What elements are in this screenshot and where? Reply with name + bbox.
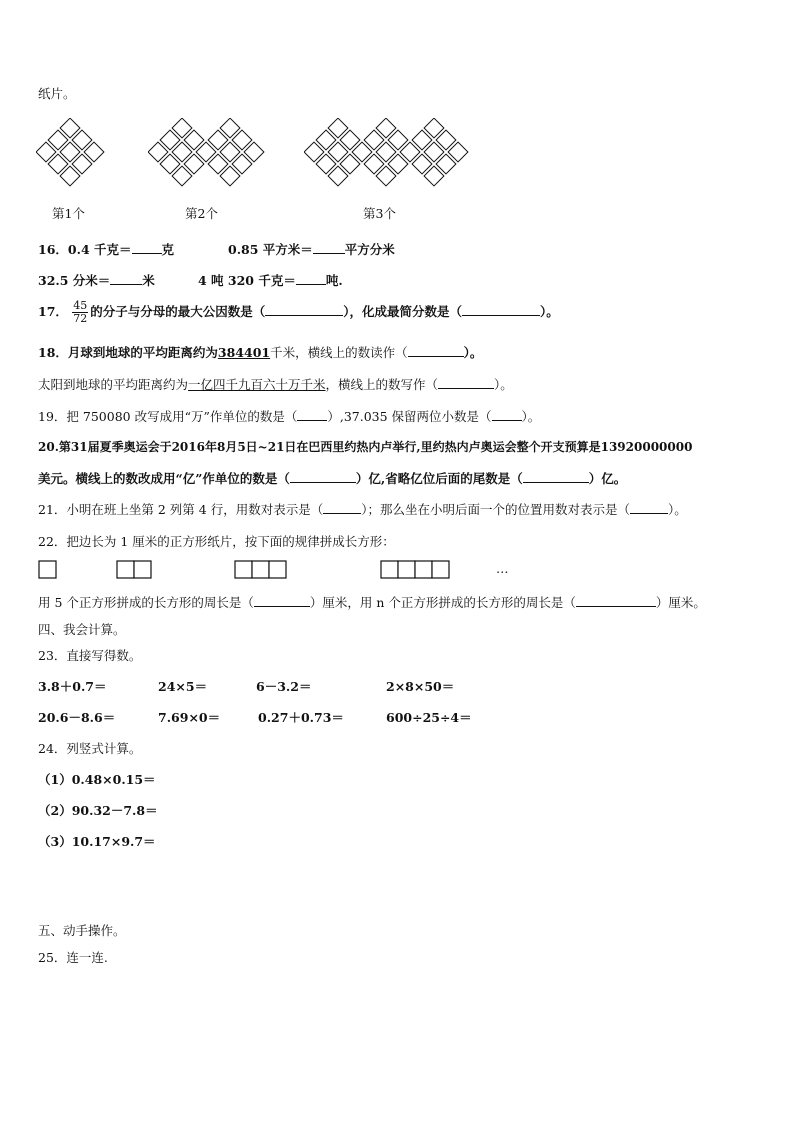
- q17-blank-2[interactable]: [462, 304, 540, 316]
- q16-d-blank[interactable]: [296, 273, 326, 285]
- figure-caption-2: 第2个: [185, 206, 218, 221]
- q16-b-unit: 平方分米: [344, 242, 395, 257]
- q23-r2-c2: 7.69×0＝: [158, 710, 221, 725]
- q24-item-1: （1）0.48×0.15＝: [38, 772, 156, 787]
- q21-blank-1[interactable]: [323, 502, 361, 514]
- q22-blank-2[interactable]: [576, 595, 656, 607]
- squares-row-figure: [38, 560, 458, 580]
- q22-blank-1[interactable]: [254, 595, 310, 607]
- q23-r2-c3: 0.27＋0.73＝: [258, 710, 344, 725]
- q17-line: [38, 300, 559, 325]
- section-5-heading: 五、动手操作。: [38, 923, 126, 938]
- q23-r1-c3: 6－3.2＝: [256, 679, 312, 694]
- q18-text-c: ）。: [463, 345, 483, 360]
- q24-title: 24．列竖式计算。: [38, 741, 142, 756]
- q16-row1-b: [228, 240, 395, 258]
- q17-text1: 的分子与分母的最大公因数是（: [90, 304, 266, 319]
- q24-item-3: （3）10.17×9.7＝: [38, 834, 156, 849]
- intro-text: 纸片。: [38, 86, 76, 101]
- q20-line2: [38, 469, 626, 487]
- q16-row2-d: [198, 271, 343, 289]
- q23-r1-c4: 2×8×50＝: [386, 679, 455, 694]
- q21-text-b: ）；那么坐在小明后面一个的位置用数对表示是（: [361, 502, 630, 517]
- q18-text-b: 千米，横线上的数读作（: [270, 345, 408, 360]
- q20-line1: 20.第31届夏季奥运会于2016年8月5日~21日在巴西里约热内卢举行,里约热内卢奥运会整个开支预算是13920000000: [38, 440, 693, 454]
- q18-text-d: 太阳到地球的平均距离约为: [38, 377, 189, 392]
- q16-b: 0.85 平方米＝: [228, 242, 313, 257]
- q18-underlined-number: 384401: [217, 345, 271, 360]
- q19-line: [38, 407, 540, 425]
- q22-text-c: ）厘米。: [655, 595, 706, 610]
- q17-num: 17．: [38, 304, 68, 319]
- q18-line1: [38, 343, 482, 361]
- q22-ellipsis: …: [496, 561, 509, 576]
- q18-text-a: 18．月球到地球的平均距离约为: [38, 345, 218, 360]
- q23-r1-c1: 3.8＋0.7＝: [38, 679, 107, 694]
- q25-title: 25．连一连.: [38, 950, 108, 965]
- q16-d: 4 吨 320 千克＝: [198, 273, 296, 288]
- q21-text-c: ）。: [667, 502, 687, 517]
- q19-text-c: ）。: [521, 409, 541, 424]
- q23-r2-c4: 600÷25÷4＝: [386, 710, 472, 725]
- q20-blank-1[interactable]: [290, 471, 356, 483]
- section-4-heading: 四、我会计算。: [38, 622, 126, 637]
- q21-blank-2[interactable]: [630, 502, 668, 514]
- q19-blank-2[interactable]: [492, 409, 522, 421]
- q16-d-unit: 吨.: [325, 273, 343, 288]
- q16-c-unit: 米: [142, 273, 155, 288]
- q21-text-a: 21．小明在班上坐第 2 列第 4 行，用数对表示是（: [38, 502, 324, 517]
- q16-a: 16．0.4 千克＝: [38, 242, 132, 257]
- q17-blank-1[interactable]: [265, 304, 343, 316]
- figure-caption-3: 第3个: [363, 206, 396, 221]
- q20-text-c: ）亿。: [588, 471, 627, 486]
- q22-question: [38, 593, 706, 611]
- q17-text2: ），化成最简分数是（: [343, 304, 463, 319]
- q18-underlined-words: 一亿四千九百六十万千米: [188, 377, 326, 392]
- q17-text3: ）。: [540, 304, 559, 319]
- q20-blank-2[interactable]: [523, 471, 589, 483]
- q20-text-b: ）亿,省略亿位后面的尾数是（: [355, 471, 523, 486]
- pattern-figure-1: [36, 118, 116, 190]
- q22-text-b: ）厘米，用 n 个正方形拼成的长方形的周长是（: [309, 595, 576, 610]
- q22-intro: 22．把边长为 1 厘米的正方形纸片，按下面的规律拼成长方形：: [38, 534, 395, 549]
- q23-title: 23．直接写得数。: [38, 648, 142, 663]
- fraction-numerator: 45: [73, 299, 88, 312]
- q16-c: 32.5 分米＝: [38, 273, 111, 288]
- q16-row1: [38, 240, 174, 258]
- q18-text-f: ）。: [494, 377, 513, 392]
- q24-item-2: （2）90.32－7.8＝: [38, 803, 158, 818]
- q18-line2: [38, 375, 513, 393]
- q16-a-blank[interactable]: [132, 242, 162, 254]
- q19-text-a: 19．把 750080 改写成用“万”作单位的数是（: [38, 409, 298, 424]
- fraction-denominator: 72: [73, 312, 88, 325]
- q21-line: [38, 500, 687, 518]
- q18-blank-2[interactable]: [438, 377, 494, 389]
- q16-row2: [38, 271, 155, 289]
- q23-r2-c1: 20.6－8.6＝: [38, 710, 116, 725]
- q16-b-blank[interactable]: [313, 242, 345, 254]
- q20-text-a: 美元。横线上的数改成用“亿”作单位的数是（: [38, 471, 290, 486]
- q16-a-unit: 克: [161, 242, 175, 257]
- pattern-figure-3: [304, 118, 474, 190]
- q19-blank-1[interactable]: [297, 409, 327, 421]
- q16-c-blank[interactable]: [110, 273, 142, 285]
- q17-fraction: [72, 300, 88, 325]
- pattern-figure-2: [148, 118, 272, 190]
- q19-text-b: ）,37.035 保留两位小数是（: [327, 409, 492, 424]
- q22-text-a: 用 5 个正方形拼成的长方形的周长是（: [38, 595, 254, 610]
- q18-blank-1[interactable]: [408, 345, 464, 357]
- figure-caption-1: 第1个: [52, 206, 85, 221]
- q18-text-e: ，横线上的数写作（: [325, 377, 439, 392]
- q23-r1-c2: 24×5＝: [158, 679, 208, 694]
